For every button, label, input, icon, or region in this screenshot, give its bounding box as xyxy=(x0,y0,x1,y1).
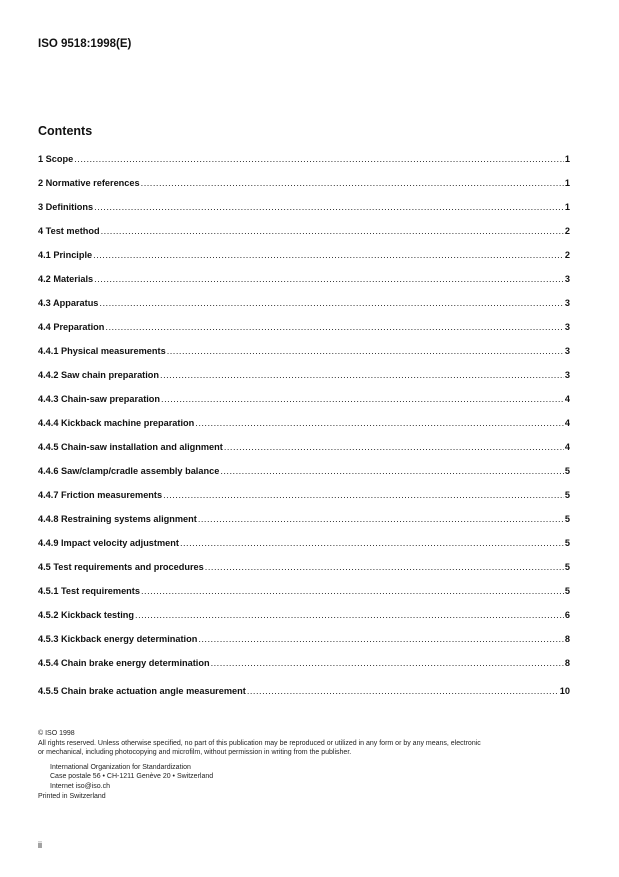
dot-leader xyxy=(224,442,564,452)
toc-entry-label: 4.5.2 Kickback testing xyxy=(38,610,135,620)
dot-leader xyxy=(198,514,564,524)
toc-entry-page: 5 xyxy=(564,514,570,524)
toc-entry-page: 5 xyxy=(564,490,570,500)
toc-entry[interactable] xyxy=(38,658,570,682)
dot-leader xyxy=(211,658,564,668)
publisher-address xyxy=(50,763,583,792)
toc-entry-label: 4.4 Preparation xyxy=(38,322,105,332)
toc-entry-page: 5 xyxy=(564,538,570,548)
dot-leader xyxy=(205,562,564,572)
toc-entry[interactable] xyxy=(38,466,570,490)
toc-entry-label: 4.2 Materials xyxy=(38,274,94,284)
toc-entry-label: 4.4.1 Physical measurements xyxy=(38,346,166,356)
toc-entry[interactable] xyxy=(38,274,570,298)
toc-entry[interactable] xyxy=(38,634,570,658)
toc-entry-page: 5 xyxy=(564,586,570,596)
toc-entry-page: 2 xyxy=(564,226,570,236)
toc-entry[interactable] xyxy=(38,202,570,226)
toc-entry[interactable] xyxy=(38,586,570,610)
toc-entry[interactable] xyxy=(38,514,570,538)
printed-in: Printed in Switzerland xyxy=(38,793,106,800)
page-number: ii xyxy=(38,840,42,850)
toc-entry-label: 4.4.6 Saw/clamp/cradle assembly balance xyxy=(38,466,220,476)
toc-entry-label: 4 Test method xyxy=(38,226,100,236)
toc-entry-page: 3 xyxy=(564,346,570,356)
toc-entry[interactable] xyxy=(38,442,570,466)
toc-entry-page: 3 xyxy=(564,298,570,308)
toc-entry-label: 1 Scope xyxy=(38,154,74,164)
toc-entry[interactable] xyxy=(38,226,570,250)
dot-leader xyxy=(163,490,564,500)
toc-entry[interactable] xyxy=(38,490,570,514)
dot-leader xyxy=(94,202,564,212)
toc-entry[interactable] xyxy=(38,538,570,562)
toc-entry-label: 2 Normative references xyxy=(38,178,140,188)
dot-leader xyxy=(105,322,563,332)
toc-entry-label: 4.5.5 Chain brake actuation angle measurement xyxy=(38,686,246,696)
dot-leader xyxy=(160,370,564,380)
toc-entry-page: 1 xyxy=(564,178,570,188)
copyright-notice: © ISO 1998 xyxy=(38,730,75,737)
toc-entry-page: 1 xyxy=(564,202,570,212)
toc-entry-page: 2 xyxy=(564,250,570,260)
toc-entry-page: 3 xyxy=(564,370,570,380)
contents-heading: Contents xyxy=(38,124,93,138)
toc-entry-label: 4.4.8 Restraining systems alignment xyxy=(38,514,197,524)
toc-entry[interactable] xyxy=(38,178,570,202)
toc-entry-page: 8 xyxy=(564,634,570,644)
toc-entry[interactable] xyxy=(38,154,570,178)
toc-entry-page: 3 xyxy=(564,274,570,284)
toc-entry[interactable] xyxy=(38,250,570,274)
dot-leader xyxy=(141,178,564,188)
dot-leader xyxy=(93,250,564,260)
toc-entry-page: 4 xyxy=(564,442,570,452)
rights-text-line-1: All rights reserved. Unless otherwise specified, no part of this publication may be reproduced or utilized in any form or by any means, electronic xyxy=(38,739,481,747)
document-id: ISO 9518:1998(E) xyxy=(38,38,132,50)
toc-entry-label: 4.4.9 Impact velocity adjustment xyxy=(38,538,179,548)
toc-entry-page: 10 xyxy=(559,686,570,696)
dot-leader xyxy=(101,226,564,236)
toc-entry[interactable] xyxy=(38,298,570,322)
dot-leader xyxy=(99,298,563,308)
toc-entry-page: 3 xyxy=(564,322,570,332)
dot-leader xyxy=(220,466,564,476)
internet-contact: Internet iso@iso.ch xyxy=(50,782,111,790)
toc-entry-label: 4.4.7 Friction measurements xyxy=(38,490,163,500)
toc-entry-label: 4.1 Principle xyxy=(38,250,93,260)
dot-leader xyxy=(94,274,564,284)
copyright-block xyxy=(38,729,583,802)
toc-entry-page: 6 xyxy=(564,610,570,620)
toc-entry-label: 4.5 Test requirements and procedures xyxy=(38,562,204,572)
rights-text-line-2: or mechanical, including photocopying and microfilm, without permission in writing from the publisher. xyxy=(38,749,352,756)
dot-leader xyxy=(247,686,559,696)
toc-entry[interactable] xyxy=(38,322,570,346)
toc-entry-label: 4.4.3 Chain-saw preparation xyxy=(38,394,161,404)
toc-entry-label: 4.4.5 Chain-saw installation and alignment xyxy=(38,442,223,452)
dot-leader xyxy=(195,418,564,428)
dot-leader xyxy=(167,346,564,356)
toc-entry-label: 4.5.1 Test requirements xyxy=(38,586,140,596)
toc-entry-label: 4.5.4 Chain brake energy determination xyxy=(38,658,210,668)
toc-entry-label: 4.4.4 Kickback machine preparation xyxy=(38,418,195,428)
toc-entry-page: 5 xyxy=(564,466,570,476)
toc-entry-page: 1 xyxy=(564,154,570,164)
toc-entry[interactable] xyxy=(38,394,570,418)
toc-entry-label: 3 Definitions xyxy=(38,202,94,212)
organization-name: International Organization for Standardization xyxy=(50,763,191,771)
toc-entry-label: 4.3 Apparatus xyxy=(38,298,99,308)
toc-entry[interactable] xyxy=(38,346,570,370)
toc-entry-page: 4 xyxy=(564,394,570,404)
toc-entry-label: 4.4.2 Saw chain preparation xyxy=(38,370,160,380)
postal-address: Case postale 56 • CH-1211 Genève 20 • Switzerland xyxy=(50,773,214,780)
toc-entry[interactable] xyxy=(38,686,570,710)
dot-leader xyxy=(161,394,564,404)
toc-entry[interactable] xyxy=(38,610,570,634)
dot-leader xyxy=(180,538,564,548)
dot-leader xyxy=(198,634,564,644)
toc-entry[interactable] xyxy=(38,370,570,394)
toc-entry-page: 5 xyxy=(564,562,570,572)
table-of-contents xyxy=(38,154,570,710)
toc-entry[interactable] xyxy=(38,418,570,442)
toc-entry-page: 8 xyxy=(564,658,570,668)
dot-leader xyxy=(74,154,564,164)
dot-leader xyxy=(141,586,564,596)
toc-entry[interactable] xyxy=(38,562,570,586)
dot-leader xyxy=(135,610,564,620)
toc-entry-label: 4.5.3 Kickback energy determination xyxy=(38,634,198,644)
toc-entry-page: 4 xyxy=(564,418,570,428)
